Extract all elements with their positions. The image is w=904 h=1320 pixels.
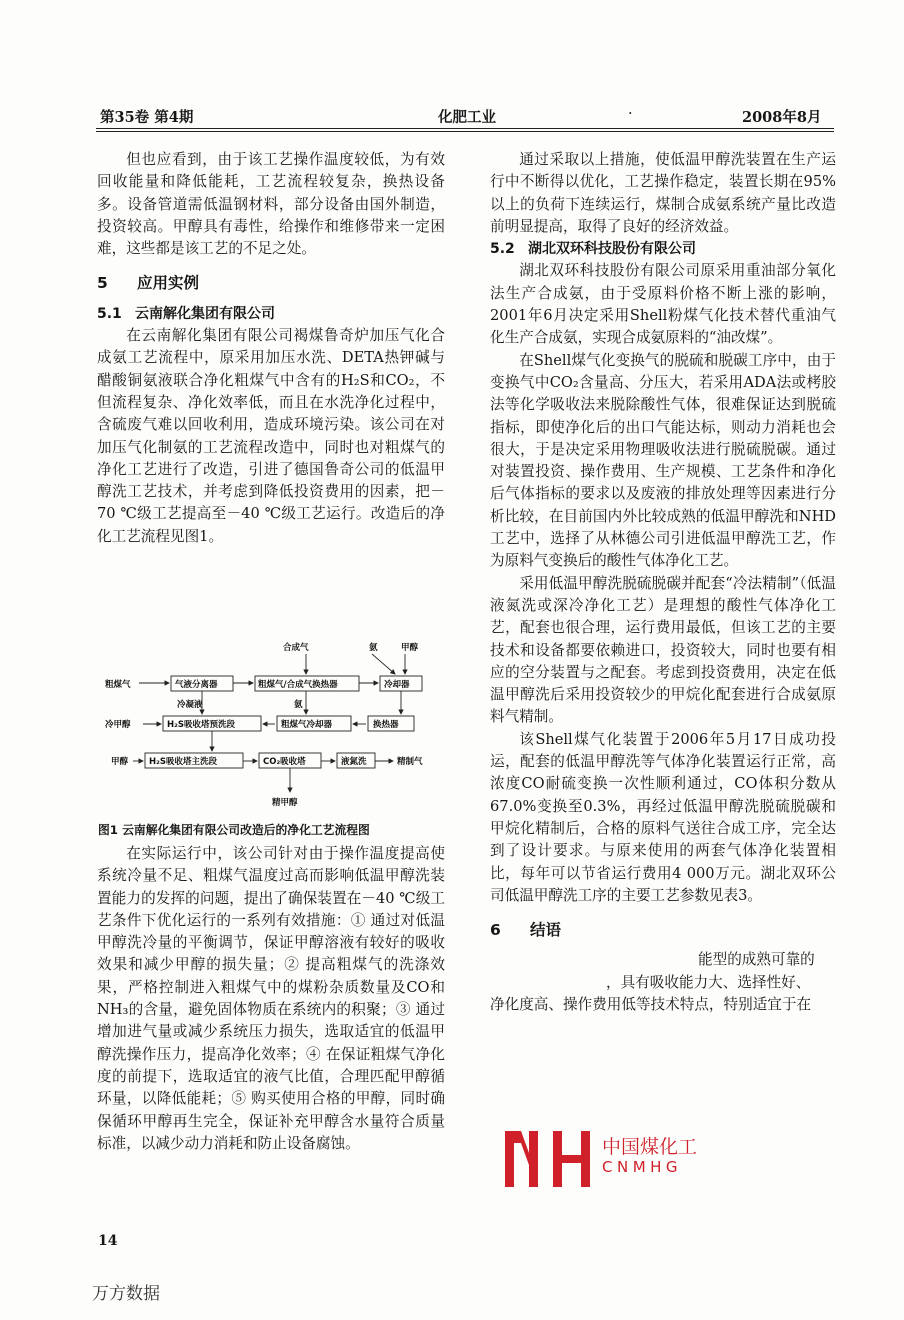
text-nitrogen-wash: 液氮洗	[341, 757, 367, 767]
paragraph: 在实际运行中，该公司针对由于操作温度提高使系统冷量不足、粗煤气温度过高而影响低温甲醇洗装置能力的发挥的问题，提出了确保装置在－40 ℃级工艺条件下优化运行的一系列有效措施：① 通过对低温甲醇洗冷量的平衡调节，保证甲醇溶液有较好的吸收效果和减少甲醇的损失量；② 提高粗煤气的洗涤效果，严格控制进入粗煤气中的煤粉杂质数量及CO和NH₃的含量，避免固体物质在系统内的积聚；③ 通过增加进气量或减少系统压力损失，选取适宜的低温甲醇洗操作压力，提高净化效率；④ 在保证粗煤气净化度的前提下，选取适宜的液气比值，合理匹配甲醇循环量，以降低能耗；⑤ 购买使用合格的甲醇，同时确保循环甲醇再生完全，保证补充甲醇含水量符合质量标准，以减少动力消耗和防止设备腐蚀。	[97, 845, 445, 1152]
subsection-number: 5.2	[490, 241, 515, 258]
header-rule	[96, 128, 834, 129]
running-header-journal: 化肥工业	[438, 109, 496, 126]
label-condensate: 冷凝液	[177, 700, 203, 710]
label-syngas: 合成气	[283, 643, 309, 653]
section-title: 结语	[530, 921, 562, 940]
paragraph: 该Shell煤气化装置于2006年5月17日成功投运，配套的低温甲醇洗等气体净化装置运行正常，高浓度CO耐硫变换一次性顺利通过，CO体积分数从67.0%变换至0.3%，再经过低温甲醇洗脱硫脱碳和甲烷化精制后，合格的原料气送往合成工序，完全达到了设计要求。与原来使用的两套气体净化装置相比，每年可以节省运行费用4 000万元。湖北双环公司低温甲醇洗工序的主要工艺参数见表3。	[490, 730, 836, 904]
process-flow-diagram	[105, 640, 455, 816]
label-purified-gas: 精制气	[397, 757, 423, 767]
subsection-heading-5-1	[97, 303, 445, 325]
paragraph: 净化度高、操作费用低等技术特点，特别适宜于在	[490, 995, 812, 1013]
paragraph-partial: ，具有吸收能力大、选择性好、	[606, 973, 811, 991]
section-number: 5	[97, 274, 108, 293]
watermark-text-cn: 中国煤化工	[602, 1132, 697, 1159]
paragraph-partial: 能型的成熟可靠的	[698, 951, 815, 969]
section-heading-6	[490, 919, 836, 941]
right-column	[490, 149, 836, 1016]
label-cold-methanol: 冷甲醇	[105, 720, 131, 730]
label-fine-methanol: 精甲醇	[272, 798, 298, 808]
text-h2s-prewash: H₂S吸收塔预洗段	[167, 720, 235, 730]
running-header-volume: 第35卷 第4期	[100, 109, 194, 126]
paragraph: 但也应看到，由于该工艺操作温度较低，为有效回收能量和降低能耗，工艺流程较复杂，换热设备多。设备管道需低温钢材料，部分设备由国外制造，投资较高。甲醇具有毒性，给操作和维修带来一定困难，这些都是该工艺的不足之处。	[97, 151, 445, 258]
running-header-date: 2008年8月	[742, 109, 822, 126]
left-column-lower	[97, 843, 445, 1155]
text-heat-exchanger: 换热器	[373, 720, 399, 730]
cnmhg-logo-icon	[503, 1127, 599, 1191]
subsection-number: 5.1	[97, 305, 122, 322]
text-syngas-heat-exchanger: 粗煤气/合成气换热器	[258, 680, 338, 690]
text-raw-gas-cooler: 粗煤气冷却器	[281, 720, 333, 730]
watermark-text-en: CNMHG	[602, 1158, 683, 1176]
paragraph: 采用低温甲醇洗脱硫脱碳并配套“冷法精制”（低温液氮洗或深冷净化工艺）是理想的酸性气体净化工艺，配套也很合理，运行费用最低，但该工艺的主要技术和设备都要依赖进口，投资较大，同时也要有相应的空分装置与之配套。考虑到投资费用，决定在低温甲醇洗后采用投资较少的甲烷化配套进行合成氨原料气精制。	[490, 574, 836, 726]
header-rule-thin	[96, 131, 834, 132]
subsection-title: 云南解化集团有限公司	[135, 305, 275, 322]
label-ammonia-mid: 氨	[294, 700, 303, 710]
paragraph: 在Shell煤气化变换气的脱硫和脱碳工序中，由于变换气中CO₂含量高、分压大，若采用ADA法或栲胶法等化学吸收法来脱除酸性气体，很难保证达到脱硫指标，即使净化后的出口气能达标，则动力消耗也会很大，于是决定采用物理吸收法进行脱硫脱碳。通过对装置投资、操作费用、生产规模、工艺条件和净化后气体指标的要求以及废液的排放处理等因素进行分析比较，在目前国内外比较成熟的低温甲醇洗和NHD工艺中，选择了从林德公司引进低温甲醇洗工艺，作为原料气变换后的酸性气体净化工艺。	[490, 351, 836, 570]
section-number: 6	[490, 921, 501, 940]
label-ammonia-top: 氨	[369, 643, 378, 653]
text-co2-absorber: CO₂吸收塔	[263, 757, 306, 767]
section-heading-5	[97, 272, 445, 294]
paragraph: 通过采取以上措施，使低温甲醇洗装置在生产运行中不断得以优化，工艺操作稳定，装置长期在95%以上的负荷下连续运行，煤制合成氨系统产量比改造前明显提高，取得了良好的经济效益。	[490, 151, 836, 235]
label-methanol-top: 甲醇	[401, 643, 419, 653]
text-cooler: 冷却器	[384, 680, 410, 690]
left-column-upper	[97, 149, 445, 548]
paragraph: 在云南解化集团有限公司褐煤鲁奇炉加压气化合成氨工艺流程中，原采用加压水洗、DETA热钾碱与醋酸铜氨液联合净化粗煤气中含有的H₂S和CO₂，不但流程复杂、净化效率低，而且在水洗净化过程中，含硫废气难以回收利用，造成环境污染。该公司在对加压气化制氨的工艺流程改造中，同时也对粗煤气的净化工艺进行了改造，引进了德国鲁奇公司的低温甲醇洗工艺技术，并考虑到降低投资费用的因素，把－70 ℃级工艺提高至－40 ℃级工艺运行。改造后的净化工艺流程见图1。	[97, 327, 445, 545]
section-title: 应用实例	[137, 274, 200, 293]
text-h2s-main-wash: H₂S吸收塔主洗段	[149, 757, 217, 767]
footer-source: 万方数据	[92, 1284, 160, 1304]
figure-caption: 图1 云南解化集团有限公司改造后的净化工艺流程图	[98, 823, 370, 837]
label-raw-gas: 粗煤气	[105, 680, 131, 690]
subsection-title: 湖北双环科技股份有限公司	[528, 241, 696, 258]
label-methanol: 甲醇	[111, 757, 129, 767]
paragraph: 湖北双环科技股份有限公司原采用重油部分氧化法生产合成氨，由于受原料价格不断上涨的影响，2001年6月决定采用Shell粉煤气化技术替代重油气化生产合成氨，实现合成氨原料的“油改煤”。	[490, 262, 836, 347]
text-gas-liquid-separator: 气液分离器	[175, 680, 218, 690]
running-header-dot: ·	[628, 106, 633, 122]
subsection-heading-5-2	[490, 238, 836, 260]
page-number: 14	[98, 1233, 118, 1249]
